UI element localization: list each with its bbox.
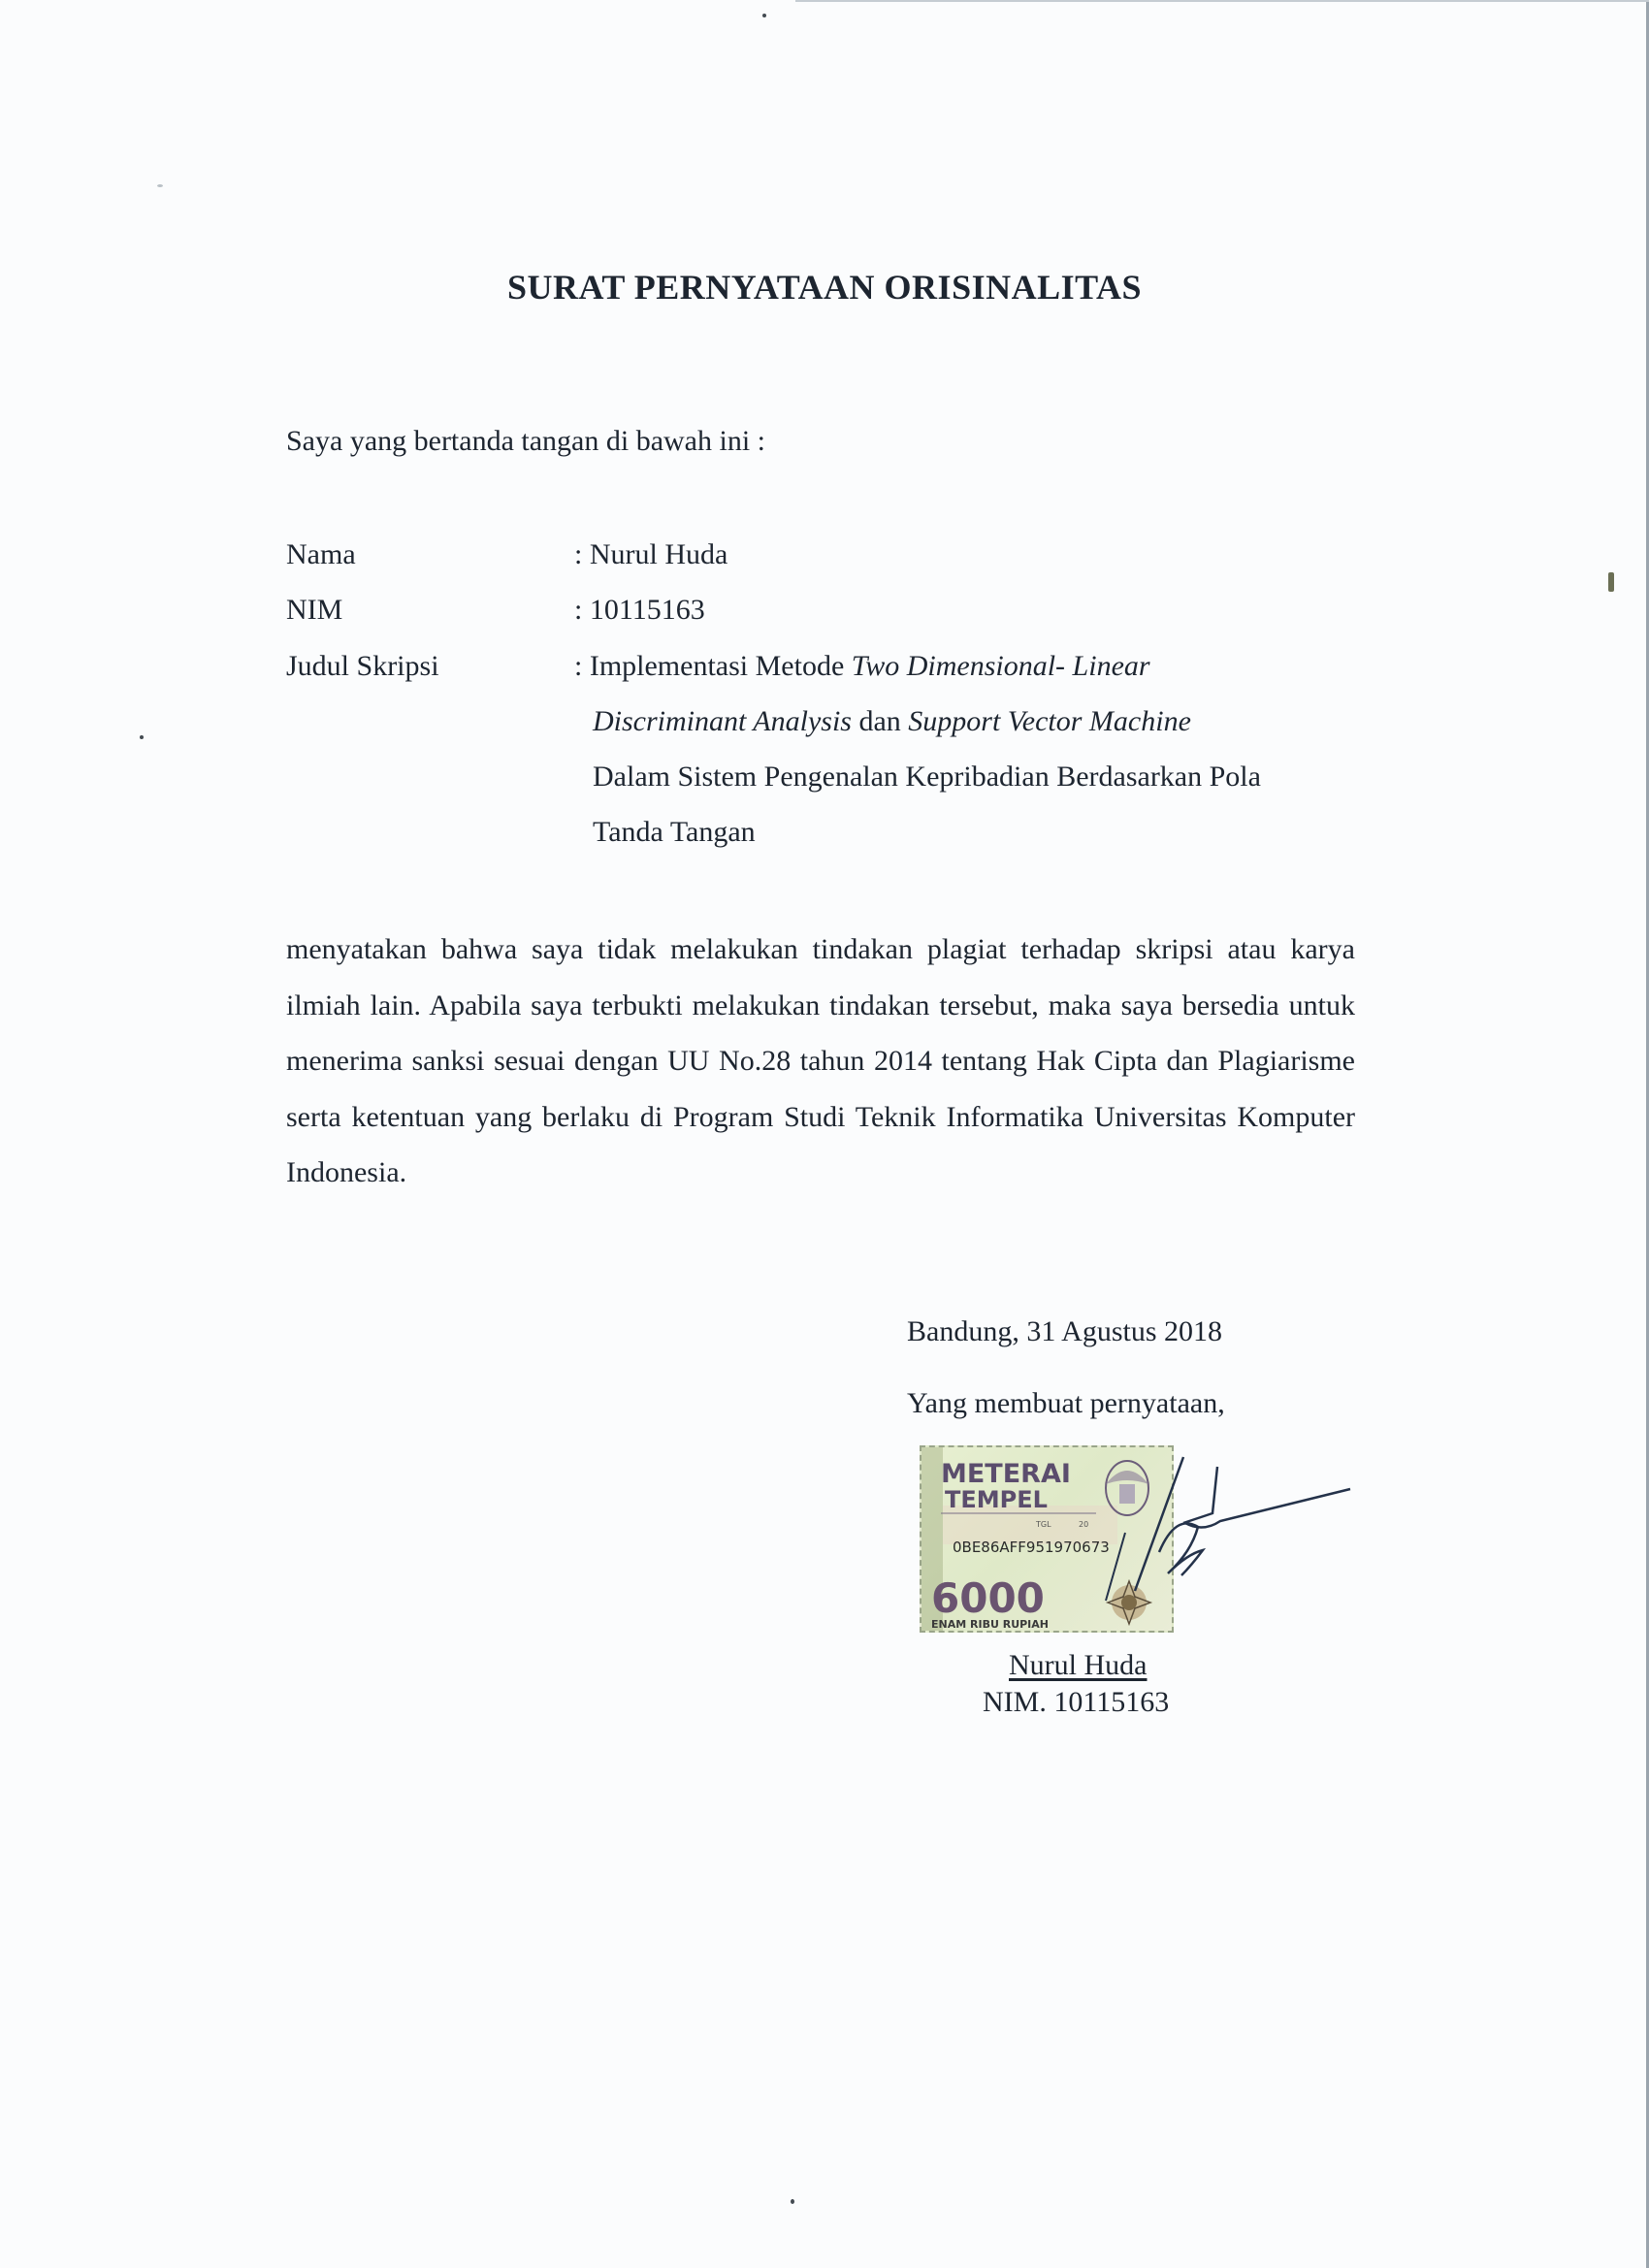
- thesis-italic-1: Two Dimensional- Linear: [851, 650, 1150, 682]
- stamp-year: 20: [1079, 1520, 1089, 1529]
- scan-speck: [140, 735, 144, 739]
- scan-speck: [1608, 572, 1614, 592]
- thesis-line-4: Tanda Tangan: [593, 816, 756, 848]
- thesis-and: dan: [851, 705, 909, 737]
- maker-label: Yang membuat pernyataan,: [907, 1387, 1225, 1419]
- statement-paragraph: menyatakan bahwa saya tidak melakukan tindakan plagiat terhadap skripsi atau karya ilmiah lain. Apabila saya terbukti melakukan tindakan tersebut, maka saya bersedia untuk menerima sanksi sesuai dengan UU No.28 tahun 2014 tentang Hak Cipta dan Plagiarisme serta ketentuan yang berlaku di Program Studi Teknik Informatika Universitas Komputer Indonesia.: [286, 933, 1355, 1188]
- nim-value: : 10115163: [574, 594, 705, 626]
- scan-speck: [791, 2199, 794, 2204]
- name-value: : Nurul Huda: [574, 538, 728, 570]
- thesis-line-2: [593, 705, 1191, 738]
- thesis-prefix: : Implementasi Metode: [574, 650, 852, 682]
- scan-speck: [157, 184, 163, 187]
- thesis-line-3: Dalam Sistem Pengenalan Kepribadian Berdasarkan Pola: [593, 761, 1261, 793]
- handwritten-signature: [1067, 1445, 1358, 1620]
- name-label: Nama: [286, 538, 356, 570]
- scan-speck: [762, 14, 766, 17]
- thesis-italic-3: Support Vector Machine: [908, 705, 1191, 737]
- intro-text: Saya yang bertanda tangan di bawah ini :: [286, 425, 766, 457]
- thesis-italic-2: Discriminant Analysis: [593, 705, 852, 737]
- signer-nim: NIM. 10115163: [983, 1686, 1170, 1718]
- stamp-value-text: ENAM RIBU RUPIAH: [931, 1618, 1049, 1631]
- stamp-title-1: METERAI: [941, 1459, 1071, 1489]
- scan-edge-top: [795, 0, 1649, 2]
- stamp-title-2: TEMPEL: [945, 1486, 1048, 1513]
- signer-name: Nurul Huda: [1009, 1649, 1148, 1681]
- place-date: Bandung, 31 Agustus 2018: [907, 1315, 1223, 1347]
- stamp-tgl: TGL: [1036, 1520, 1051, 1529]
- stamp-serial: 0BE86AFF951970673: [953, 1539, 1110, 1556]
- thesis-label: Judul Skripsi: [286, 650, 439, 682]
- thesis-line-1: [574, 650, 1150, 683]
- document-title: SURAT PERNYATAAN ORISINALITAS: [507, 268, 1142, 307]
- nim-label: NIM: [286, 594, 343, 626]
- stamp-value: 6000: [931, 1574, 1045, 1622]
